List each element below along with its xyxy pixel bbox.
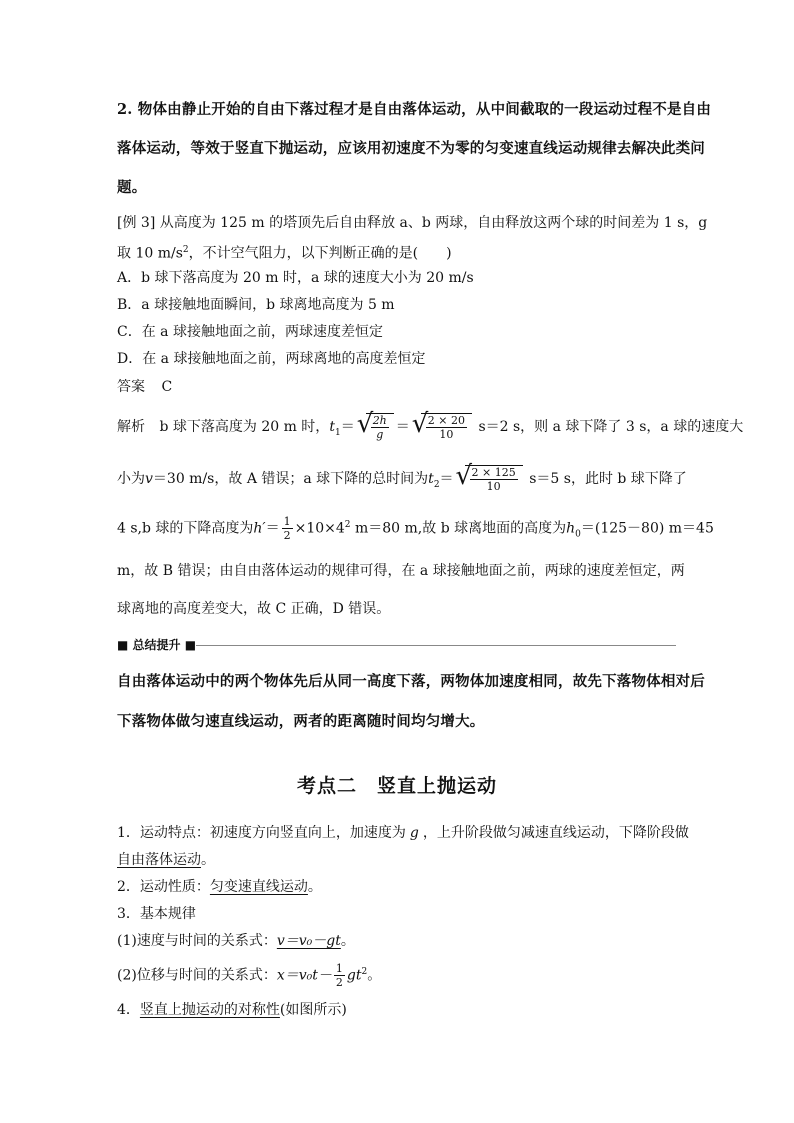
analysis-l3-a: 4 s,b 球的下降高度为	[117, 520, 254, 537]
summary-line-1: 自由落体运动中的两个物体先后从同一高度下落，两物体加速度相同，故先下落物体相对后	[117, 673, 705, 690]
analysis-l3-b: ×10×4	[294, 520, 345, 537]
item-4-a: 4．	[117, 1002, 140, 1018]
section-item-3-1	[117, 931, 355, 951]
item-1-a: 1．运动特点：初速度方向竖直向上，加速度为	[117, 825, 406, 841]
item-2-b: 匀变速直线运动	[209, 879, 308, 895]
section-item-3-2	[117, 962, 381, 989]
analysis-l2-b: ＝30 m/s，故 A 错误；a 球下降的总时间为	[152, 471, 429, 487]
item-4-c: (如图所示)	[279, 1002, 347, 1018]
analysis-eq-3: ＝	[439, 471, 454, 487]
summary-line-2: 下落物体做匀速直线运动，两者的距离随时间均匀增大。	[117, 713, 485, 730]
analysis-l1-b: s＝2 s，则 a 球下降了 3 s，a 球的速度大	[478, 419, 744, 435]
analysis-t1: t	[329, 419, 335, 435]
analysis-eq-2: ＝	[395, 419, 410, 435]
analysis-l3-sup: 2	[344, 520, 351, 530]
option-d: D．在 a 球接触地面之前，两球离地的高度差恒定	[117, 351, 426, 367]
item-1-c: 自由落体运动	[117, 852, 201, 868]
item-3-2-g: gt	[346, 967, 362, 984]
option-b: B．a 球接触地面瞬间，b 球离地高度为 5 m	[117, 297, 395, 313]
example-stem-line-1	[117, 213, 707, 233]
answer-label: 答案	[117, 379, 145, 395]
item-4-b: 竖直上抛运动的对称性	[139, 1002, 280, 1018]
section-title: 考点二 竖直上抛运动	[296, 775, 497, 797]
item-3-2-end: 。	[367, 967, 382, 984]
item-2-c: 。	[307, 879, 322, 895]
item-3-1-a: (1)速度与时间的关系式：	[117, 933, 277, 949]
item-3-1-formula: v＝v₀－gt	[276, 933, 341, 949]
example-stem-2-prefix: 取 10 m/s	[117, 245, 183, 262]
section-item-2	[117, 877, 322, 897]
analysis-l2-a: 小为	[117, 471, 145, 487]
section-item-4	[117, 1000, 347, 1020]
sqrt-2x125-over-10	[455, 461, 523, 493]
section-item-1	[117, 823, 689, 843]
radical-icon: √	[411, 409, 429, 439]
analysis-label: 解析	[117, 419, 145, 435]
example-stem-line-2	[117, 240, 452, 264]
item-1-d: 。	[201, 852, 215, 868]
item-3-2-a: (2)位移与时间的关系式：	[117, 967, 277, 984]
frac-half-2: $\frac{1}{2}$	[335, 962, 343, 990]
analysis-h-prime: h′	[253, 520, 266, 537]
sqrt-2x20-over-10	[411, 409, 472, 441]
analysis-line-1	[117, 409, 744, 443]
analysis-line-4: m，故 B 错误；由自由落体运动的规律可得，在 a 球接触地面之前，两球的速度差恒定，两	[117, 563, 685, 579]
analysis-l2-c: s＝5 s，此时 b 球下降了	[529, 471, 687, 487]
item-3-2-sup: 2	[361, 967, 368, 977]
answer-value: C	[161, 379, 173, 395]
analysis-line-5: 球离地的高度差变大，故 C 正确，D 错误。	[117, 601, 391, 617]
radical-icon: √	[356, 409, 374, 439]
analysis-l3-c: m＝80 m,故 b 球离地面的高度为	[350, 520, 567, 537]
note-line-3: 题。	[117, 179, 147, 196]
analysis-eq-1: ＝	[340, 419, 355, 435]
analysis-h0: h	[566, 520, 576, 537]
answer-line	[117, 377, 172, 397]
frac-2h-g: $\frac{2h}{g}$	[372, 414, 387, 441]
item-1-g: g	[409, 825, 419, 841]
radical-icon: √	[455, 461, 473, 491]
section-item-1-cont	[117, 850, 215, 870]
summary-heading: ■ 总结提升 ■	[117, 638, 197, 652]
analysis-t2-sub: 2	[433, 479, 440, 490]
item-2-a: 2．运动性质：	[117, 879, 210, 895]
example-stem-2-sup: 2	[182, 245, 189, 255]
summary-divider	[196, 645, 676, 646]
frac-half: $\frac{1}{2}$	[283, 515, 291, 543]
item-1-b: ，上升阶段做匀减速直线运动，下降阶段做	[422, 825, 689, 841]
analysis-line-2	[117, 461, 687, 495]
frac-2x125-10: $\frac{2 \times 125}{10}$	[471, 466, 516, 493]
example-tag: [例 3]	[117, 215, 156, 231]
section-item-3: 3．基本规律	[117, 906, 196, 922]
note-line-1: 2. 物体由静止开始的自由下落过程才是自由落体运动，从中间截取的一段运动过程不是自由	[117, 101, 712, 118]
analysis-eq-4: ＝	[265, 520, 280, 537]
analysis-t2: t	[428, 471, 434, 487]
option-a: A．b 球下落高度为 20 m 时，a 球的速度大小为 20 m/s	[117, 270, 474, 286]
sqrt-2h-over-g	[356, 409, 394, 441]
analysis-l3-d: ＝(125－80) m＝45	[580, 520, 714, 537]
example-stem-2-suffix: ，不计空气阻力，以下判断正确的是( )	[188, 245, 452, 262]
frac-2x20-10: $\frac{2 \times 20}{10}$	[427, 414, 465, 441]
note-line-2: 落体运动，等效于竖直下抛运动，应该用初速度不为零的匀变速直线运动规律去解决此类问	[117, 140, 705, 157]
item-3-1-end: 。	[340, 933, 355, 949]
analysis-line-3	[117, 515, 714, 544]
option-c: C．在 a 球接触地面之前，两球速度差恒定	[117, 324, 383, 340]
analysis-l1-a: b 球下落高度为 20 m 时，	[159, 419, 330, 435]
example-stem-1: 从高度为 125 m 的塔顶先后自由释放 a、b 两球，自由释放这两个球的时间差为 1 s，g	[159, 215, 708, 231]
analysis-h0-sub: 0	[575, 529, 581, 540]
item-3-2-x: x＝v₀t－	[276, 967, 332, 984]
analysis-t1-sub: 1	[334, 427, 341, 438]
analysis-v: v	[145, 471, 153, 487]
